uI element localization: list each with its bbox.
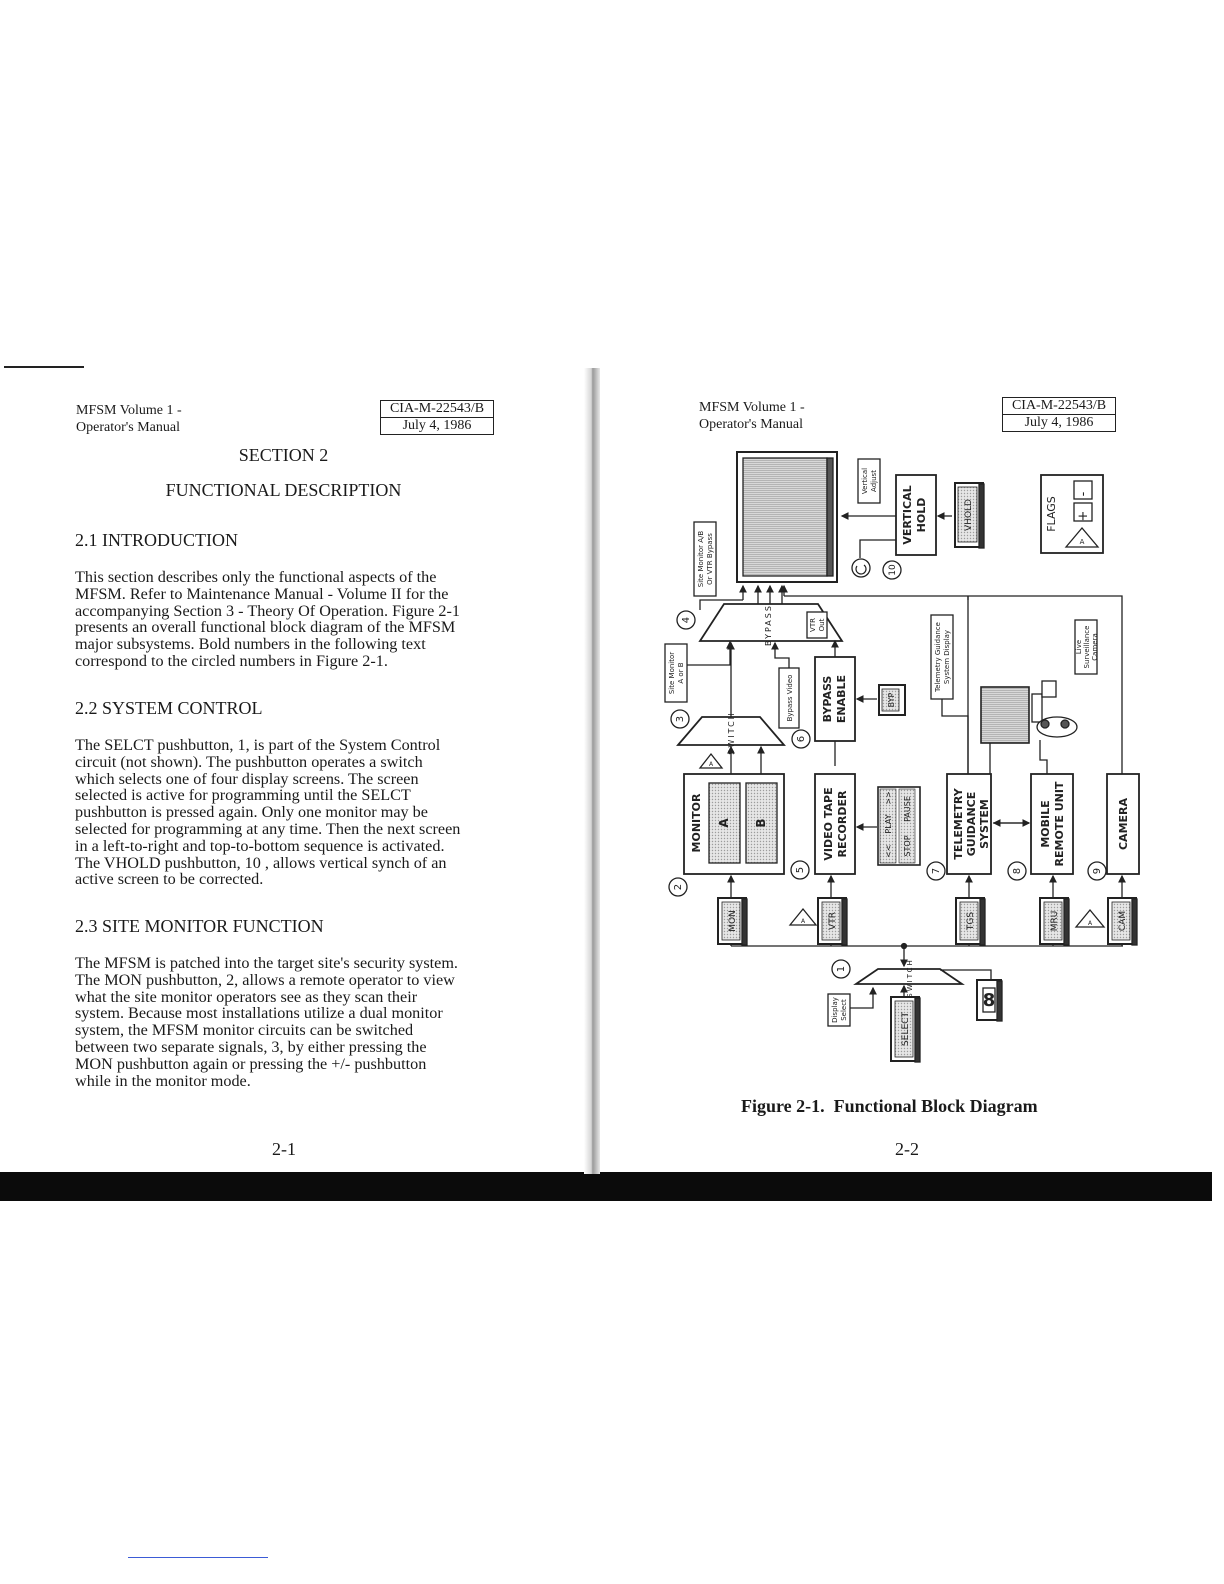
text-line: selected is active for programming until the SELCT	[75, 786, 411, 805]
text-line: The VHOLD pushbutton, 10 , allows vertical synch of an	[75, 853, 447, 872]
text-line: MON pushbutton again or pressing the +/- pushbutton	[75, 1054, 427, 1073]
text-line: system, the MFSM monitor circuits can be switched	[75, 1021, 414, 1040]
display-select-line1: Display	[831, 997, 839, 1023]
section-heading: 2.1 INTRODUCTION	[75, 530, 238, 550]
flag-minus-label: -	[1076, 491, 1091, 497]
text-line: active screen to be corrected.	[75, 870, 264, 889]
left-header-volume: MFSM Volume 1 -	[76, 403, 182, 418]
body-paragraph	[75, 569, 491, 670]
bypass-enable-line1: BYPASS	[821, 675, 834, 723]
mru-line1: MOBILE	[1039, 800, 1052, 848]
text-line: The MON pushbutton, 2, allows a remote operator to view	[75, 970, 455, 989]
section-intro	[75, 530, 491, 670]
mru-line2: REMOTE UNIT	[1053, 781, 1066, 867]
scan-bottom-band	[0, 1172, 1212, 1201]
figure-caption: Figure 2-1. Functional Block Diagram	[741, 1096, 1038, 1116]
scan-spine-shadow	[584, 368, 600, 1174]
left-header-title	[76, 402, 182, 436]
right-doc-date: July 4, 1986	[1003, 414, 1115, 431]
section-title: FUNCTIONAL DESCRIPTION	[165, 480, 402, 500]
pause-button-label: PAUSE	[903, 796, 912, 822]
flag-plus-label: +	[1076, 510, 1091, 522]
monitor-a-label: A	[717, 818, 731, 828]
select-switch-label: SWITCH	[906, 958, 914, 998]
callout-4-label: 4	[681, 616, 692, 624]
bypass-switch-label: BYPASS	[764, 604, 773, 646]
monitor-switch-label: SWITCH	[727, 711, 736, 755]
text-line: correspond to the circled numbers in Figure 2-1.	[75, 651, 388, 670]
text-line: between two separate signals, 3, by either pressing the	[75, 1037, 427, 1056]
callout-6-label: 6	[796, 735, 807, 743]
text-line: system. Because most installations utilize a dual monitor	[75, 1004, 443, 1023]
live-camera-line3: Camera	[1091, 633, 1099, 661]
text-line: MFSM. Refer to Maintenance Manual - Volume II for the	[75, 584, 449, 603]
mon-button-label: MON	[728, 910, 738, 932]
callout-7-label: 7	[931, 867, 942, 875]
mru-block	[1031, 774, 1073, 874]
tgs-line2: GUIDANCE	[965, 791, 978, 857]
display-select-line2: Select	[840, 999, 848, 1021]
vtr-block	[815, 774, 855, 874]
left-page-number: 2-1	[272, 1139, 296, 1159]
section-heading: 2.2 SYSTEM CONTROL	[75, 698, 263, 718]
vtr-out-line1: VTR	[809, 618, 817, 632]
site-monitor-ab-line1: Site Monitor A/B	[697, 530, 705, 588]
tgs-line1: TELEMETRY	[952, 788, 965, 860]
text-line: The SELCT pushbutton, 1, is part of the System Control	[75, 736, 441, 754]
text-line: This section describes only the functional aspects of the	[75, 568, 437, 586]
screen-digit: 8	[982, 990, 996, 1011]
vertical-adjust-line1: Vertical	[861, 467, 869, 495]
live-camera-line2: Surveillance	[1083, 625, 1091, 669]
cam-button-label: CAM	[1118, 910, 1128, 932]
text-line: pushbutton is pressed again. Only one monitor may be	[75, 803, 428, 822]
live-camera-line1: Live	[1075, 639, 1083, 655]
stop-button-label: STOP	[903, 835, 912, 857]
callout-5-label: 5	[795, 866, 806, 874]
vtr-button-label: VTR	[828, 912, 838, 930]
rewind-button-label: <<	[884, 844, 893, 858]
scan-mark-bottom	[128, 1557, 268, 1558]
vtr-line2: RECORDER	[836, 790, 849, 858]
text-line: The MFSM is patched into the target site's security system.	[75, 954, 458, 972]
site-monitor-ab-line2: Or VTR Bypass	[706, 533, 714, 585]
right-header-manual: Operator's Manual	[699, 417, 803, 432]
telemetry-display-line2: System Display	[943, 629, 951, 685]
section-system-control	[75, 698, 491, 888]
bypass-video-label: Bypass Video	[786, 674, 794, 722]
scan-mark-top-left	[4, 366, 84, 368]
callout-1-label: 1	[836, 965, 847, 973]
body-paragraph	[75, 955, 491, 1089]
text-line: presents an overall functional block diagram of the MFSM	[75, 618, 456, 637]
vertical-hold-line1: VERTICAL	[901, 485, 914, 545]
right-doc-id-box	[1002, 397, 1116, 432]
monitor-b-label: B	[754, 818, 768, 828]
display-monitor	[737, 452, 837, 582]
vtr-out-line2: Out	[818, 618, 826, 632]
flag-a-label: A	[1079, 538, 1085, 546]
text-line: what the site monitor operators see as they scan their	[75, 987, 418, 1006]
section-site-monitor	[75, 916, 491, 1089]
callout-3-label: 3	[675, 715, 686, 723]
vhold-button-label: VHOLD	[964, 499, 974, 531]
tgs-button-label: TGS	[966, 911, 976, 931]
text-line: major subsystems. Bold numbers in the following text	[75, 635, 426, 654]
text-line: selected for programming at any time. Then the next screen	[75, 819, 461, 838]
byp-button-label: BYP	[887, 692, 896, 708]
text-line: accompanying Section 3 - Theory Of Operation. Figure 2-1	[75, 601, 460, 620]
left-doc-id: CIA-M-22543/B	[389, 401, 485, 416]
right-header-volume: MFSM Volume 1 -	[699, 400, 805, 415]
callout-8-label: 8	[1012, 867, 1023, 875]
right-doc-id: CIA-M-22543/B	[1011, 398, 1107, 413]
select-button-label: SELECT	[901, 1012, 911, 1046]
text-line: while in the monitor mode.	[75, 1071, 251, 1090]
vertical-hold-line2: HOLD	[915, 497, 928, 533]
left-doc-date: July 4, 1986	[381, 417, 493, 434]
play-button-label: PLAY	[884, 814, 893, 834]
callout-10-label: 10	[888, 564, 898, 576]
flags-label: FLAGS	[1045, 496, 1058, 532]
right-page-number: 2-2	[895, 1139, 919, 1159]
vertical-adjust-line2: Adjust	[870, 470, 878, 492]
functional-block-diagram	[660, 440, 1150, 1070]
text-line: circuit (not shown). The pushbutton operates a switch	[75, 752, 423, 771]
site-monitor-line2: A or B	[677, 662, 685, 684]
switch-a-label: A	[708, 761, 714, 768]
callout-9-label: 9	[1092, 867, 1103, 875]
section-heading: 2.3 SITE MONITOR FUNCTION	[75, 916, 324, 936]
site-monitor-line1: Site Monitor	[668, 651, 676, 695]
telemetry-display-line1: Telemetry Guidance	[934, 622, 942, 692]
telemetry-display	[931, 615, 1077, 743]
callout-2-label: 2	[673, 883, 684, 891]
vtr-a-label: A	[800, 918, 806, 925]
mru-button-label: MRU	[1050, 910, 1060, 932]
left-doc-id-box	[380, 400, 494, 435]
section-number: SECTION 2	[238, 445, 329, 465]
ffwd-button-label: >>	[884, 791, 893, 805]
cam-a-label: A	[1087, 920, 1093, 927]
right-header-title	[699, 399, 805, 433]
monitor-label: MONITOR	[690, 793, 703, 853]
vtr-line1: VIDEO TAPE	[822, 787, 835, 861]
text-line: in a left-to-right and top-to-bottom sequence is activated.	[75, 836, 445, 855]
left-header-manual: Operator's Manual	[76, 420, 180, 435]
camera-label: CAMERA	[1117, 797, 1130, 851]
tgs-line3: SYSTEM	[978, 799, 991, 849]
bypass-enable-line2: ENABLE	[835, 674, 848, 724]
body-paragraph	[75, 737, 491, 888]
text-line: which selects one of four display screens. The screen	[75, 769, 419, 788]
